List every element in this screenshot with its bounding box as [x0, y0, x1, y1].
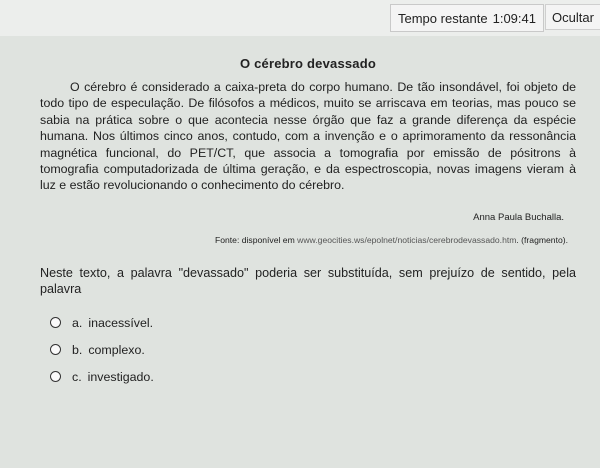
- source-suffix: . (fragmento).: [516, 234, 568, 245]
- time-remaining-box: [390, 4, 544, 32]
- article-source: [40, 235, 576, 245]
- answer-options: [40, 312, 576, 388]
- hide-timer-button[interactable]: Ocultar: [545, 4, 600, 30]
- article-body: O cérebro é considerado a caixa-preta do corpo humano. De tão insondável, foi objeto de todo tipo de especulação. De filósofos a médicos, muito se arriscava em teorias, mas pouco se sabia na prática sobre o que acontecia nesse órgão que faz a grande diferença da espécie humana. Nos últimos cinco anos, contudo, com a invenção e o aprimoramento da ressonância magnética funcional, do PET/CT, que associa a tomografia por emissão de pósitrons à tomografia computadorizada de última geração, e da espectroscopia, novas imagens vieram à luz e estão revolucionando o conhecimento do cérebro.: [40, 80, 576, 193]
- radio-button-c[interactable]: [50, 371, 61, 382]
- top-bar: [0, 0, 600, 36]
- option-c[interactable]: [50, 366, 576, 388]
- question-panel: [0, 36, 600, 468]
- option-text: inacessível.: [88, 315, 154, 330]
- article-author: Anna Paula Buchalla.: [473, 211, 564, 223]
- question-text: Neste texto, a palavra "devassado" poderia ser substituída, sem prejuízo de sentido, pela palavra: [40, 265, 576, 297]
- time-remaining-label: Tempo restante: [398, 10, 488, 26]
- option-text: investigado.: [87, 369, 154, 384]
- question-content: [40, 36, 576, 393]
- source-prefix: Fonte: disponível em: [214, 234, 295, 245]
- radio-button-a[interactable]: [50, 317, 61, 328]
- option-text: complexo.: [88, 342, 145, 357]
- option-letter: b.: [72, 342, 83, 357]
- article-title: O cérebro devassado: [239, 56, 377, 71]
- option-b[interactable]: [50, 339, 576, 361]
- option-letter: a.: [72, 315, 83, 330]
- option-letter: c.: [72, 369, 82, 384]
- radio-button-b[interactable]: [50, 344, 61, 355]
- source-url: www.geocities.ws/epolnet/noticias/cerebrodevassado.htm: [297, 234, 517, 245]
- time-remaining-value: 1:09:41: [492, 10, 536, 26]
- option-a[interactable]: [50, 312, 576, 334]
